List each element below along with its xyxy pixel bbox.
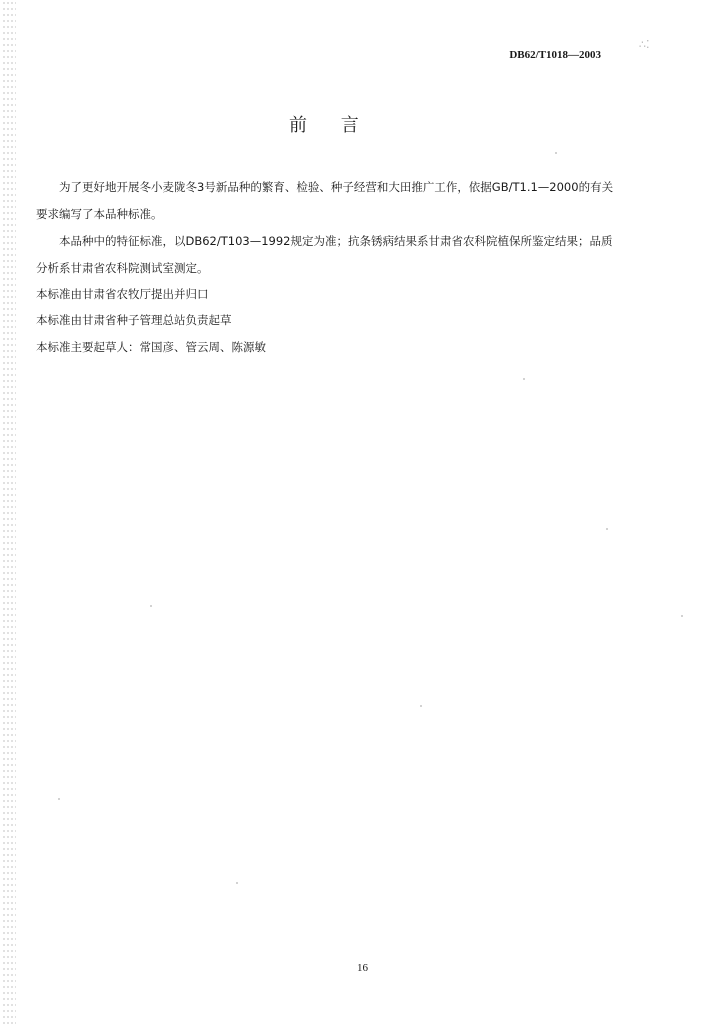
scan-speck bbox=[555, 152, 557, 154]
scan-speck bbox=[420, 705, 422, 707]
scan-speck bbox=[236, 882, 238, 884]
binding-edge-scan-artifact bbox=[2, 0, 16, 1024]
document-code: DB62/T1018—2003 bbox=[509, 49, 601, 61]
scan-speck bbox=[523, 378, 525, 380]
section-title: 前 言 bbox=[289, 115, 373, 136]
statement-proposer: 本标准由甘肃省农牧厅提出并归口 bbox=[36, 287, 209, 301]
paragraph-characteristics bbox=[36, 228, 616, 282]
scan-speck bbox=[606, 528, 608, 530]
paragraph-text: 本品种中的特征标准，以DB62/T103—1992规定为准；抗条锈病结果系甘肃省农科院植保所鉴定结果；品质分析系甘肃省农科院测试室测定。 bbox=[36, 234, 613, 275]
scan-speck bbox=[681, 615, 683, 617]
statement-authors: 本标准主要起草人：常国彦、管云周、陈源敏 bbox=[36, 340, 266, 354]
page-number: 16 bbox=[357, 962, 368, 974]
scan-speck bbox=[58, 798, 60, 800]
paragraph-purpose bbox=[36, 174, 616, 228]
corner-stamp-mark: ∴⁚ bbox=[639, 38, 650, 51]
paragraph-text: 为了更好地开展冬小麦陇冬3号新品种的繁育、检验、种子经营和大田推广工作，依据GB/T1.1—2000的有关要求编写了本品种标准。 bbox=[36, 180, 614, 221]
scan-speck bbox=[150, 605, 152, 607]
statement-drafter: 本标准由甘肃省种子管理总站负责起草 bbox=[36, 313, 232, 327]
